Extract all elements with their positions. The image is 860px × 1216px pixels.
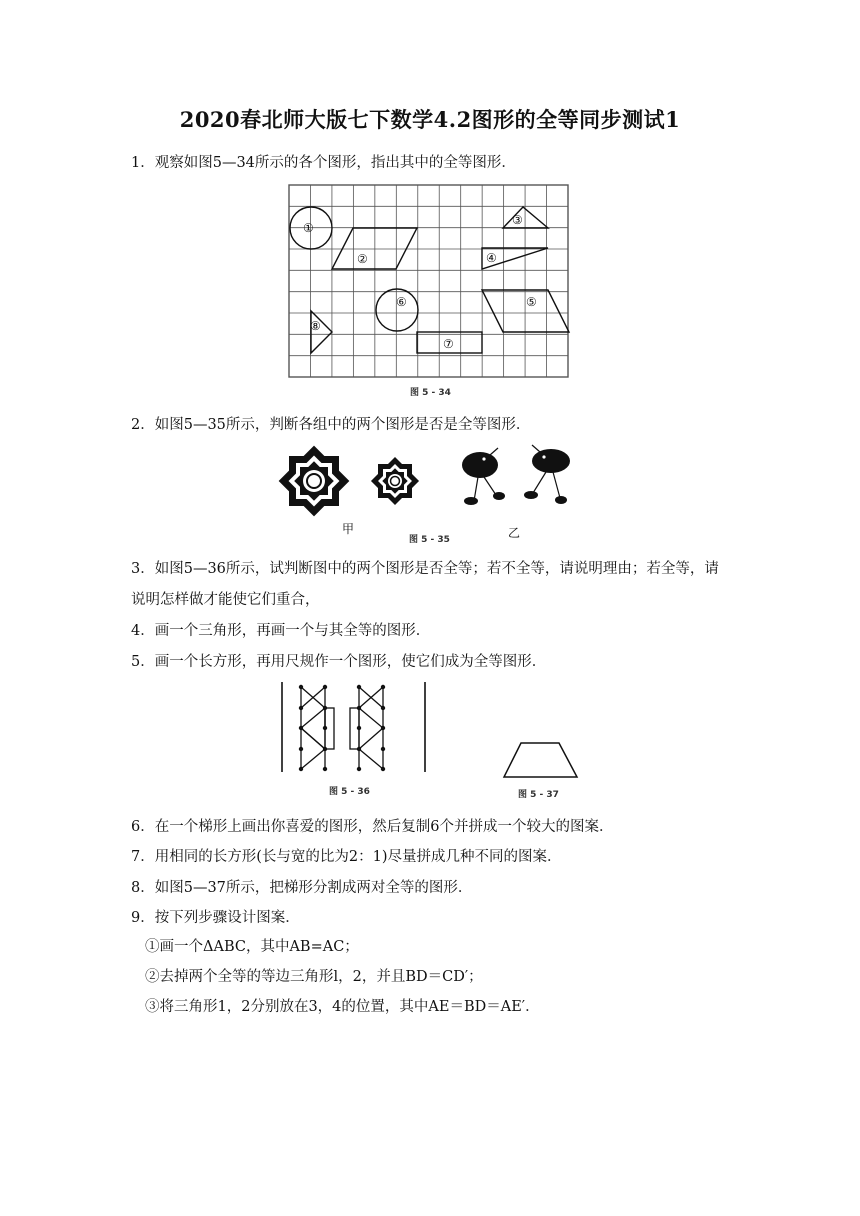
shape-label-1: ①	[303, 221, 314, 235]
question-2: 2．如图5—35所示，判断各组中的两个图形是否是全等图形．	[131, 417, 531, 433]
figure-5-34	[286, 182, 572, 400]
shape-label-6: ⑥	[396, 295, 407, 309]
question-7: 7．用相同的长方形(长与宽的比为2：1)尽量拼成几种不同的图案．	[131, 849, 562, 865]
figure-caption: 图 5 - 36	[329, 787, 370, 797]
question-5: 5．画一个长方形，再用尺规作一个图形，使它们成为全等图形．	[131, 654, 547, 670]
star-pattern-small	[371, 457, 419, 505]
figure-5-35	[278, 443, 578, 547]
question-9: 9．按下列步骤设计图案．	[131, 910, 300, 926]
shape-label-3: ③	[512, 213, 523, 227]
figure-caption: 图 5 - 37	[518, 790, 559, 800]
pattern-left	[301, 687, 334, 769]
figure-caption: 图 5 - 34	[410, 388, 451, 398]
question-8: 8．如图5—37所示，把梯形分割成两对全等的图形．	[131, 880, 473, 896]
question-6: 6．在一个梯形上画出你喜爱的图形，然后复制6个并拼成一个较大的图案．	[131, 819, 614, 835]
question-3-line-1: 3．如图5—36所示，试判断图中的两个图形是否全等；若不全等，请说明理由；若全等，请	[131, 561, 719, 577]
figure-5-37	[500, 738, 585, 802]
figure-caption: 图 5 - 35	[409, 535, 450, 545]
group-label-yi: 乙	[508, 526, 521, 540]
question-1: 1．观察如图5—34所示的各个图形，指出其中的全等图形．	[131, 155, 516, 171]
shape-label-7: ⑦	[443, 337, 454, 351]
group-label-jia: 甲	[342, 522, 355, 536]
shape-label-5: ⑤	[526, 295, 537, 309]
ant-figure-right	[524, 445, 570, 504]
question-3-line-2: 说明怎样做才能使它们重合，	[131, 592, 320, 608]
figure-5-36	[280, 680, 430, 802]
ant-figure-left	[462, 448, 505, 505]
question-4: 4．画一个三角形，再画一个与其全等的图形．	[131, 623, 431, 639]
star-pattern-large	[279, 446, 350, 517]
shape-label-8: ⑧	[310, 319, 321, 333]
question-9-step-3: ③将三角形1，2分别放在3，4的位置，其中AE＝BD＝AE′．	[145, 999, 540, 1015]
question-9-step-2: ②去掉两个全等的等边三角形l，2，并且BD＝CD′；	[145, 969, 483, 985]
shape-label-4: ④	[486, 251, 497, 265]
trapezoid	[504, 743, 577, 777]
grid	[289, 185, 568, 377]
page-title: 2020春北师大版七下数学4.2图形的全等同步测试1	[179, 107, 681, 132]
shape-label-2: ②	[357, 252, 368, 266]
pattern-right	[350, 687, 383, 769]
question-9-step-1: ①画一个ΔABC，其中AB=AC；	[145, 939, 359, 955]
shape-3-triangle	[503, 207, 548, 228]
